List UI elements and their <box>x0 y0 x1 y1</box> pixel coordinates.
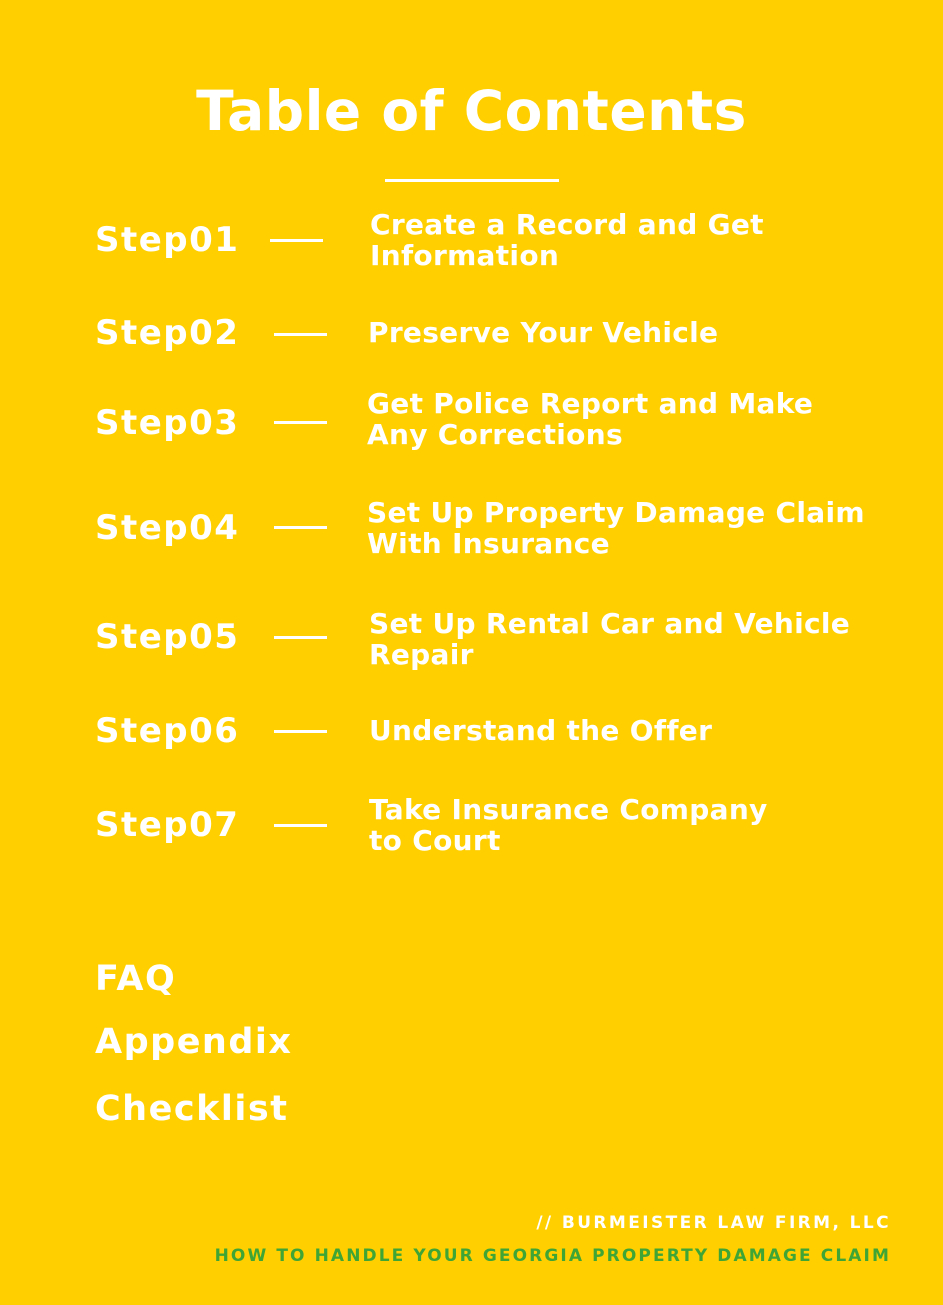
step-label: Step06 <box>95 711 240 751</box>
step-title-line1: Set Up Property Damage Claim <box>367 496 865 529</box>
step-dash <box>274 421 327 424</box>
step-label: Step02 <box>95 313 240 353</box>
title-divider <box>385 179 559 182</box>
step-title-line2: Any Corrections <box>367 418 623 451</box>
step-title-line1: Preserve Your Vehicle <box>368 316 719 349</box>
step-title-line2: With Insurance <box>367 527 610 560</box>
step-dash <box>274 636 327 639</box>
step-dash <box>274 333 327 336</box>
step-label: Step07 <box>95 805 240 845</box>
toc-item-appendix[interactable]: Appendix <box>95 1022 293 1062</box>
step-title-line2: Information <box>370 239 560 272</box>
step-title-line1: Take Insurance Company <box>369 793 768 826</box>
step-dash <box>270 239 323 242</box>
toc-item-checklist[interactable]: Checklist <box>95 1089 289 1129</box>
step-label: Step05 <box>95 617 240 657</box>
step-dash <box>274 824 327 827</box>
step-title-line1: Set Up Rental Car and Vehicle <box>369 607 851 640</box>
step-title-line1: Understand the Offer <box>369 714 713 747</box>
step-dash <box>274 526 327 529</box>
footer-firm-name: // BURMEISTER LAW FIRM, LLC <box>536 1213 891 1233</box>
step-title-line2: Repair <box>369 638 474 671</box>
step-label: Step03 <box>95 403 240 443</box>
step-dash <box>274 730 327 733</box>
toc-item-faq[interactable]: FAQ <box>95 959 177 999</box>
page-title: Table of Contents <box>196 79 747 143</box>
step-label: Step01 <box>95 220 240 260</box>
step-title-line1: Get Police Report and Make <box>367 387 814 420</box>
step-title-line2: to Court <box>369 824 501 857</box>
footer-document-subtitle: HOW TO HANDLE YOUR GEORGIA PROPERTY DAMAGE CLAIM <box>214 1246 891 1266</box>
step-title-line1: Create a Record and Get <box>370 208 764 241</box>
step-label: Step04 <box>95 508 240 548</box>
